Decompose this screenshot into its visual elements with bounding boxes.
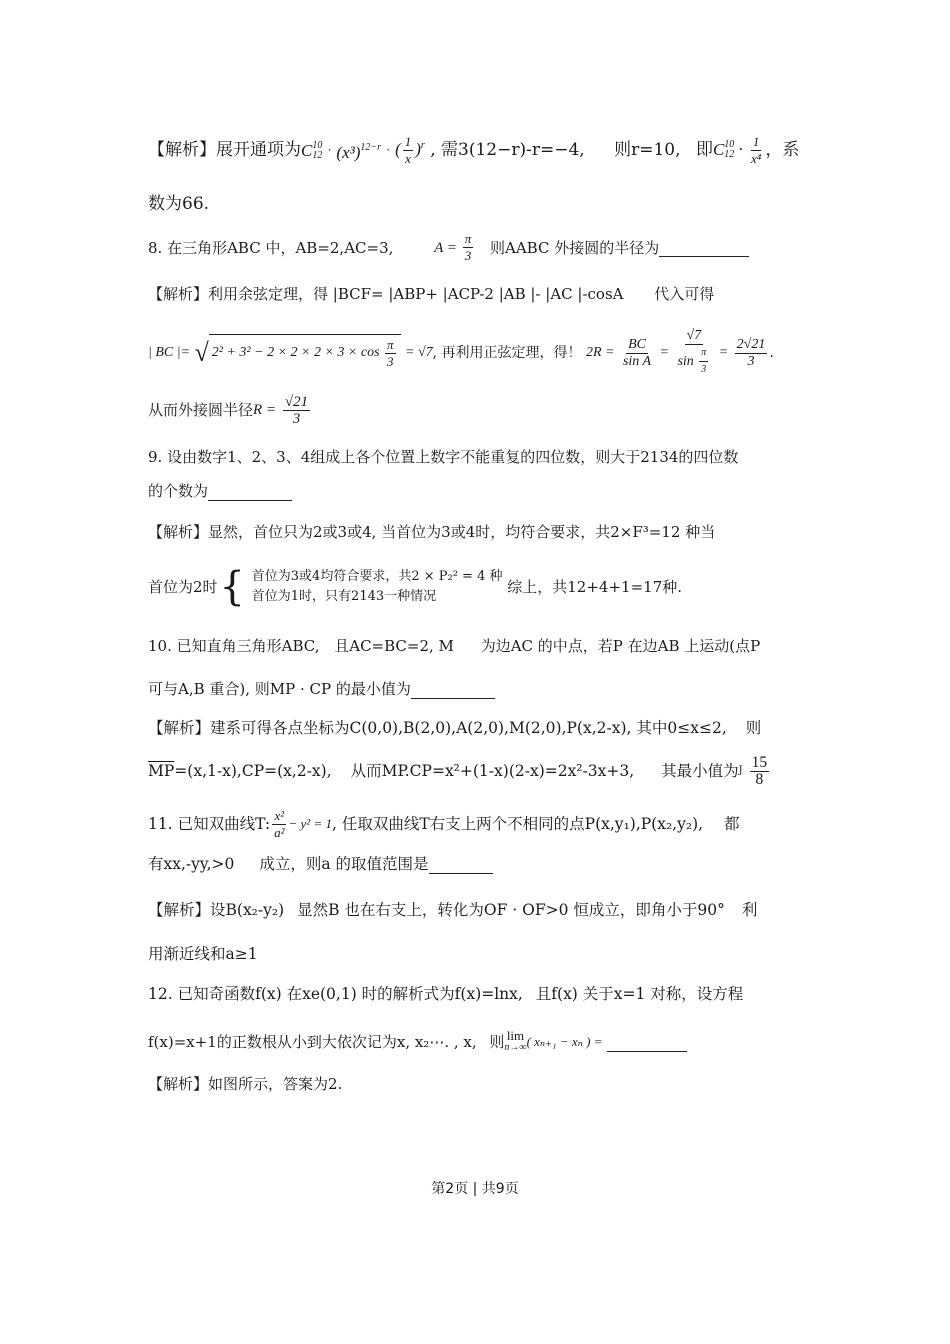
page-footer: 第2页 | 共9页 (431, 1181, 519, 1197)
solution-11-line-1: 【解析】设B(x₂-y₂) 显然B 也在右支上，转化为OF · OF>0 恒成立，即角小于90° 利 (148, 901, 758, 919)
condition-text: , 需3(12−r)-r=−4, (430, 140, 585, 161)
question-12-line-1: 12. 已知奇函数f(x) 在xe(0,1) 时的解析式为f(x)=lnx, 且f(x) 关于x=1 对称，设方程 (148, 985, 744, 1003)
question-10-line-1: 10. 已知直角三角形ABC, 且AC=BC=2, M 为边AC 的中点，若P 在边AB 上运动(点P (148, 637, 761, 655)
result-r: 则r=10, (614, 140, 681, 161)
min-value-fraction: $\frac{15}{8}$ (751, 753, 768, 788)
solution-8-line-3: 从而外接圆半径R = $\frac{√21}{3}$ (148, 393, 309, 427)
answer-blank-9 (208, 482, 292, 501)
solution-9-line-1: 【解析】显然，首位只为2或3或4, 当首位为3或4时，均符合要求，共2×F³=12 种当 (148, 523, 716, 541)
case-brace: { (219, 564, 245, 610)
question-11-line-1: 11. 已知双曲线T: $\frac{\text{x²}}{\text{a²}}$ − y² = 1, 任取双曲线T右支上两个不相同的点P(x,y₁),P(x₂,y₂), 都 (148, 807, 740, 840)
hyperbola-fraction: $\frac{\text{x²}}{\text{a²}}$ (274, 807, 285, 840)
solution-11-line-2: 用渐近线和a≥1 (148, 945, 258, 963)
dot-operator: · (327, 142, 331, 158)
solution-10-line-1: 【解析】建系可得各点坐标为C(0,0),B(2,0),A(2,0),M(2,0),P(x,2-x), 其中0≤x≤2, 则 (148, 719, 762, 737)
question-9-line-2: 的个数为 (148, 477, 790, 504)
solution-7-line-1: 【解析】展开通项为C 10 12 · $(x^3)^{12-r}$ · ( $\frac{1}{x}$ )$^r$ , 需3(12−r)-r=−4, 则r=10, 即C 10 12 · $\frac{1}{\text{x⁴}}$ ，系 (148, 133, 800, 167)
result-fraction: $\frac{2√21}{3}$ (736, 336, 766, 369)
solution-8-line-2: | BC |= √ 2² + 3² − 2 × 2 × 2 × 3 × cos $\frac{\pi}{3}$ = √7, 再利用正弦定理，得！ 2R = $\frac{BC}{\text{sin A}}$ = √7 sin $\frac{\pi}{3}$ = $\frac{2√21}{3}$ . (148, 328, 774, 375)
sqrt-expression: √ 2² + 3² − 2 × 2 × 2 × 3 × cos $\frac{\pi}{3}$ (195, 334, 401, 371)
answer-blank-10 (411, 680, 495, 699)
radius-fraction: $\frac{√21}{3}$ (284, 393, 309, 427)
power-term: $(x^3)^{12-r}$ (336, 141, 382, 162)
solution-10-line-2: $\overline{MP}=(x,1-x),CP=(x,2-x)$, 从而MP.CP=x²+(1-x)(2-x)=2x²-3x+3, 其最小值为J $\frac{15}{8}$ (148, 753, 768, 788)
inverse-term: ( $\frac{1}{x}$ )$^r$ (395, 134, 425, 167)
answer-blank-11 (429, 855, 493, 874)
answer-blank-12 (607, 1033, 687, 1052)
sine-law-fraction: $\frac{BC}{\text{sin A}}$ (622, 336, 652, 369)
question-9-line-1: 9. 设由数字1、2、3、4组成上各个位置上数字不能重复的四位数，则大于2134的四位数 (148, 448, 739, 466)
question-11-line-2: 有xx,-yy,>0 成立，则a 的取值范围是 (148, 850, 790, 877)
solution-12: 【解析】如图所示，答案为2. (148, 1075, 343, 1093)
answer-blank-8 (659, 238, 749, 257)
question-10-line-2: 可与A,B 重合), 则MP · CP 的最小值为 (148, 675, 790, 702)
solution-8-line-1: 【解析】利用余弦定理，得 |BCF= |ABP+ |ACP-2 |AB |- |AC |-cosA 代入可得 (148, 285, 715, 303)
solution-7-line-2: 数为66. (148, 193, 210, 214)
question-8: 8. 在三角形ABC 中，AB=2,AC=3, A = $\frac{\pi}{3}$ 则AABC 外接圆的半径为 (148, 231, 790, 264)
case-list: 首位为3或4均符合要求，共2 × P₂² = 4 种 首位为1时，只有2143一种情况 (251, 569, 503, 604)
solution-label: 【解析】展开通项为 (148, 140, 301, 161)
combination-symbol: C 10 12 (301, 139, 323, 161)
solution-9-line-2: 首位为2时{ 首位为3或4均符合要求，共2 × P₂² = 4 种 首位为1时，只有2143一种情况 综上，共12+4+1=17种. (148, 564, 683, 610)
question-12-line-2: f(x)=x+1的正数根从小到大依次记为x, x₂⋯. , x, 则 lim n→∞ ( xₙ₊₁ − xₙ ) = (148, 1028, 790, 1055)
term-result: C 10 12 · $\frac{1}{\text{x⁴}}$ (712, 133, 762, 166)
angle-a: A = $\frac{\pi}{3}$ (434, 231, 472, 263)
limit-operator: lim n→∞ (504, 1028, 527, 1053)
